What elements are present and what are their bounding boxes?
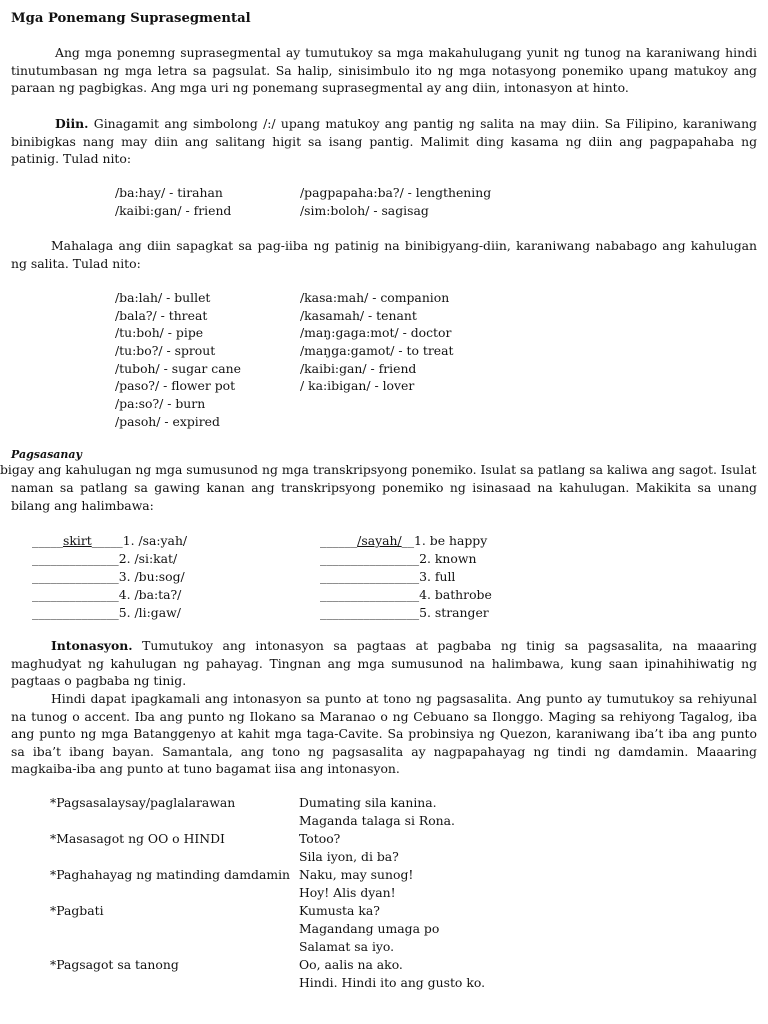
intonation-sentence: Sila iyon, di ba? bbox=[299, 849, 399, 864]
list-item: /paso?/ - flower pot bbox=[115, 378, 236, 394]
list-item: /kasamah/ - tenant bbox=[300, 307, 417, 323]
list-item: /ba:lah/ - bullet bbox=[115, 290, 211, 305]
list-item: /pasoh/ - expired bbox=[115, 413, 220, 429]
diin-heading: Diin. bbox=[55, 116, 89, 131]
intonasyon-text: Tumutukoy ang intonasyon sa pagtaas at pagbaba ng tinig sa pagsasalita, na maaaring maghudyat ng kahulugan ng pahayag. Tingnan ang mga sumusunod na halimbawa, kung saan ipinahihiwatig ng pagtaas o pagbaba ng tinig. bbox=[11, 638, 757, 689]
intonation-sentence: Salamat sa iyo. bbox=[299, 939, 395, 954]
list-item: /maŋ:gaga:mot/ - doctor bbox=[300, 325, 452, 341]
exercise-item-1-right: ______/sayah/__1. be happy bbox=[320, 533, 488, 548]
stress-examples-left bbox=[115, 289, 241, 431]
list-item: /tu:bo?/ - sprout bbox=[115, 343, 216, 359]
list-item: /tuboh/ - sugar cane bbox=[115, 360, 241, 376]
intonasyon-heading: Intonasyon. bbox=[51, 638, 133, 653]
answer-blank[interactable]: ______________ bbox=[32, 569, 119, 584]
example-answer: skirt bbox=[62, 533, 92, 548]
list-item: /pa:so?/ - burn bbox=[115, 396, 206, 412]
list-item: /kaibi:gan/ - friend bbox=[115, 202, 232, 218]
exercise-left-column bbox=[32, 532, 187, 622]
exercise-item[interactable]: ______________2. /si:kat/ bbox=[32, 551, 178, 566]
intonasyon-paragraph bbox=[11, 637, 757, 690]
list-item: /pagpapaha:ba?/ - lengthening bbox=[300, 185, 492, 200]
pagsasanay-text-line1: bigay ang kahulugan ng mga sumusunod ng mga transkripsyong ponemiko. Isulat sa patlang sa kaliwa ang sagot. Isulat bbox=[0, 462, 757, 477]
diin-examples-left bbox=[115, 184, 231, 219]
list-item: /ba:hay/ - tirahan bbox=[115, 185, 223, 200]
exercise-item[interactable]: ________________4. bathrobe bbox=[320, 587, 492, 602]
exercise-item[interactable]: ______________5. /li:gaw/ bbox=[32, 605, 181, 620]
list-item: /tu:boh/ - pipe bbox=[115, 325, 204, 341]
intonation-sentence: Magandang umaga po bbox=[299, 921, 440, 936]
diin-examples-right bbox=[300, 184, 491, 219]
intonation-sentence: Naku, may sunog! bbox=[299, 867, 414, 882]
answer-blank[interactable]: ______________ bbox=[32, 605, 119, 620]
list-item: /bala?/ - threat bbox=[115, 307, 208, 323]
example-answer: /sayah/ bbox=[357, 533, 402, 548]
intonation-sentence: Hindi. Hindi ito ang gusto ko. bbox=[299, 975, 486, 990]
exercise-item[interactable]: ______________3. /bu:sog/ bbox=[32, 569, 185, 584]
intonation-label: *Pagsasalaysay/paglalarawan bbox=[50, 795, 236, 810]
intonation-label: *Pagbati bbox=[50, 903, 104, 918]
exercise-item-1-left: _____skirt_____1. /sa:yah/ bbox=[32, 533, 188, 548]
list-item: /kaibi:gan/ - friend bbox=[300, 360, 417, 376]
exercise-item[interactable]: ______________4. /ba:ta?/ bbox=[32, 587, 182, 602]
answer-blank[interactable]: ________________ bbox=[320, 605, 420, 620]
list-item: /sim:boloh/ - sagisag bbox=[300, 202, 429, 218]
exercise-right-column bbox=[320, 532, 492, 622]
answer-blank[interactable]: ________________ bbox=[320, 569, 420, 584]
diin-text: Ginagamit ang simbolong /:/ upang matukoy ang pantig ng salita na may diin. Sa Filipino, karaniwang binibigkas nang may diin ang salitang higit sa isang pantig. Malimit ding kasama ng diin ang pagpapahaba ng patinig. Tulad nito: bbox=[11, 116, 757, 167]
intonation-label: *Masasagot ng OO o HINDI bbox=[50, 831, 225, 846]
exercise-item[interactable]: ________________2. known bbox=[320, 551, 477, 566]
intonation-sentence: Dumating sila kanina. bbox=[299, 795, 437, 810]
intonasyon-paragraph-2: Hindi dapat ipagkamali ang intonasyon sa punto at tono ng pagsasalita. Ang punto ay tumutukoy sa rehiyunal na tunog o accent. Iba ang punto ng Ilokano sa Maranao o ng Cebuano sa Ilonggo. Maging sa rehiyong Tagalog, iba ang punto ng mga Batanggenyo at kahit mga taga-Cavite. Sa probinsiya ng Quezon, karaniwang iba’t iba ang punto sa iba’t ibang bayan. Samantala, ang tono ng pagsasalita ay nagpapahayag ng tindi ng damdamin. Maaaring magkaiba-iba ang punto at tuno bagamat iisa ang intonasyon. bbox=[11, 691, 757, 777]
page-title: Mga Ponemang Suprasegmental bbox=[11, 11, 251, 26]
answer-blank[interactable]: ________________ bbox=[320, 587, 420, 602]
mahalaga-paragraph: Mahalaga ang diin sapagkat sa pag-iiba ng patinig na binibigyang-diin, karaniwang nababago ang kahulugan ng salita. Tulad nito: bbox=[11, 238, 757, 271]
intonation-sentence: Hoy! Alis dyan! bbox=[299, 885, 396, 900]
list-item: / ka:ibigan/ - lover bbox=[300, 378, 415, 394]
pagsasanay-heading: Pagsasanay bbox=[11, 448, 82, 461]
intonation-label: *Paghahayag ng matinding damdamin bbox=[50, 867, 291, 882]
answer-blank[interactable]: ______________ bbox=[32, 587, 119, 602]
intro-paragraph: Ang mga ponemng suprasegmental ay tumutukoy sa mga makahulugang yunit ng tunog na karaniwang hindi tinutumbasan ng mga letra sa pagsulat. Sa halip, sinisimbulo ito ng mga notasyong ponemiko upang matukoy ang paraan ng pagbigkas. Ang mga uri ng ponemang suprasegmental ay ang diin, intonasyon at hinto. bbox=[11, 45, 757, 96]
intonation-sentence: Oo, aalis na ako. bbox=[299, 957, 403, 972]
exercise-item[interactable]: ________________3. full bbox=[320, 569, 456, 584]
intonation-sentence: Maganda talaga si Rona. bbox=[299, 813, 455, 828]
pagsasanay-text: naman sa patlang sa gawing kanan ang transkripsyong ponemiko ng isinasaad na kahulugan. Makikita sa unang bilang ang halimbawa: bbox=[11, 480, 757, 513]
stress-examples-right bbox=[300, 289, 454, 395]
diin-paragraph bbox=[11, 115, 757, 168]
intonation-sentence: Kumusta ka? bbox=[299, 903, 380, 918]
answer-blank[interactable]: ______________ bbox=[32, 551, 119, 566]
intonation-sentences bbox=[299, 794, 485, 992]
list-item: /kasa:mah/ - companion bbox=[300, 290, 450, 305]
exercise-item[interactable]: ________________5. stranger bbox=[320, 605, 489, 620]
list-item: /maŋga:gamot/ - to treat bbox=[300, 343, 454, 359]
intonation-sentence: Totoo? bbox=[299, 831, 341, 846]
answer-blank[interactable]: ________________ bbox=[320, 551, 420, 566]
intonation-labels bbox=[50, 794, 290, 974]
intonation-label: *Pagsagot sa tanong bbox=[50, 957, 179, 972]
